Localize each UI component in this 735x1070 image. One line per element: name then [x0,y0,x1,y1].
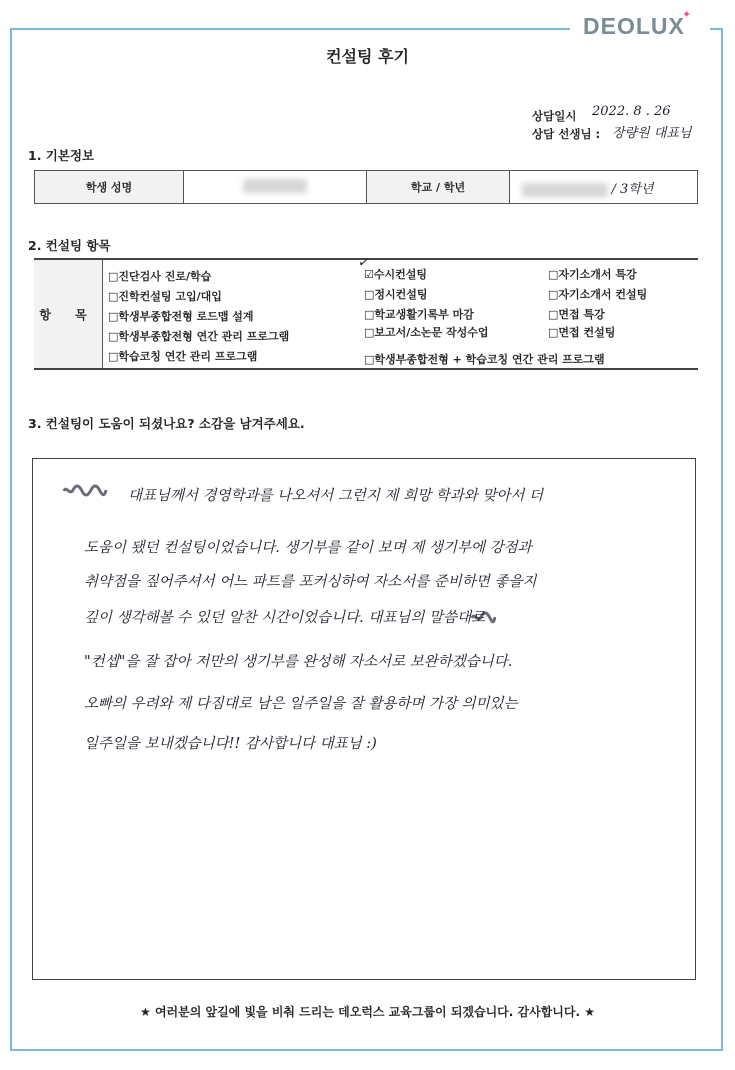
item-col2-2: □학교생활기록부 마감 [364,308,474,321]
review-line-7: 일주일을 보내겠습니다!! 감사합니다 대표님 :) [84,736,377,752]
school-grade-cell [510,171,698,204]
section1-heading: 1. 기본정보 [28,148,95,163]
item-col3-3: □면접 컨설팅 [548,326,616,339]
item-col1-3: □학생부종합전형 연간 관리 프로그램 [108,330,290,343]
teacher-value: 장량원 대표님 [612,126,692,141]
consulting-items-table [34,258,698,370]
section3-heading: 3. 컨설팅이 도움이 되셨나요? 소감을 남겨주세요. [28,416,305,431]
date-value: 2022. 8 . 26 [592,104,671,119]
school-name-redacted [522,183,608,197]
brand-star-icon: ✦ [682,8,692,21]
item-col1-1: □진학컨설팅 고입/대입 [108,290,222,303]
review-line-4: 깊이 생각해볼 수 있던 알찬 시간이었습니다. 대표님의 말씀대로 [84,610,486,626]
teacher-label: 상담 선생님 : [532,127,601,141]
review-line-6: 오빠의 우려와 제 다짐대로 남은 일주일을 잘 활용하며 가장 의미있는 [84,696,518,712]
section2-heading: 2. 컨설팅 항목 [28,238,111,253]
grade-value: / 3학년 [611,181,654,197]
item-col1-4: □학습코칭 연간 관리 프로그램 [108,350,258,363]
student-name-redacted [184,171,367,204]
review-line-5: "컨셉"을 잘 잡아 저만의 생기부를 완성해 자소서로 보완하겠습니다. [84,654,513,670]
footer-message: ★ 여러분의 앞길에 빛을 비춰 드리는 데오럭스 교육그룹이 되겠습니다. 감사합니다. ★ [140,1005,595,1019]
brand-logo: DEOLUX [583,13,685,39]
item-col3-0: □자기소개서 특강 [548,268,637,281]
item-col1-2: □학생부종합전형 로드맵 설계 [108,310,254,323]
student-name-label: 학생 성명 [35,171,184,204]
check-mark-icon: ✓ [356,254,372,272]
item-col2-3: □보고서/소논문 작성수업 [364,326,489,339]
review-line-2: 도움이 됐던 컨설팅이었습니다. 생기부를 같이 보며 제 생기부에 강점과 [84,540,532,556]
item-col3-2: □면접 특강 [548,308,605,321]
review-line-1: 대표님께서 경영학과를 나오셔서 그런지 제 희망 학과와 맞아서 더 [128,488,544,504]
item-col3-1: □자기소개서 컨설팅 [548,288,648,301]
review-line-3: 취약점을 짚어주셔서 어느 파트를 포커싱하여 자소서를 준비하면 좋을지 [84,574,537,590]
redacted-scribble-icon [62,484,108,497]
item-col2-0: ☑수시컨설팅 [364,268,427,281]
item-col1-0: □진단검사 진로/학습 [108,270,212,283]
basic-info-table [34,170,698,204]
item-col2-4: □학생부종합전형 + 학습코칭 연간 관리 프로그램 [364,353,605,366]
item-col2-1: □정시컨설팅 [364,288,428,301]
items-row-header: 항 목 [34,260,103,368]
school-grade-label: 학교 / 학년 [367,171,510,204]
date-label: 상담일시 [532,109,577,123]
page-title: 컨설팅 후기 [326,47,409,66]
